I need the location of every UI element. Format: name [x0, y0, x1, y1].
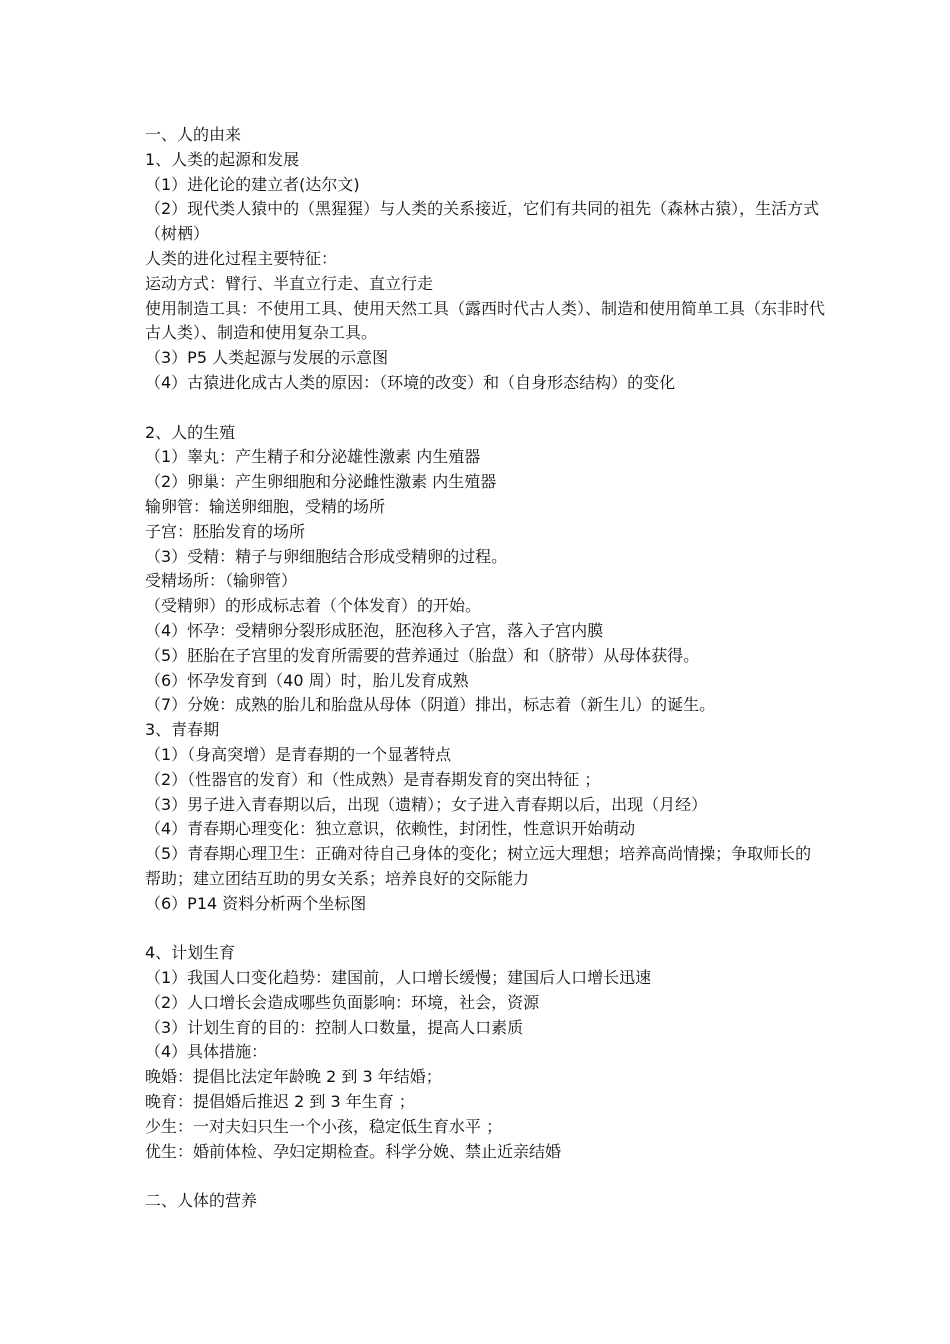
text-line: 优生：婚前体检、孕妇定期检查。科学分娩、禁止近亲结婚: [145, 1141, 562, 1161]
text-line: 晚育：提倡婚后推迟 2 到 3 年生育 ；: [145, 1092, 415, 1112]
text-line: （3）计划生育的目的：控制人口数量，提高人口素质: [145, 1017, 524, 1037]
subsection-heading: 4、计划生育: [145, 943, 236, 963]
text-line: （1）睾丸：产生精子和分泌雄性激素 内生殖器: [145, 447, 481, 467]
text-line: 受精场所：（输卵管）: [145, 571, 298, 591]
section-heading: 一、人的由来: [145, 125, 242, 144]
subsection-heading: 3、青春期: [145, 720, 220, 740]
blank-line: [145, 396, 825, 421]
text-line: （4）古猿进化成古人类的原因：（环境的改变）和（自身形态结构）的变化: [145, 372, 676, 392]
text-line: （2）卵巢：产生卵细胞和分泌雌性激素 内生殖器: [145, 472, 497, 492]
text-line: （受精卵）的形成标志着（个体发育）的开始。: [145, 596, 482, 616]
text-line: （1）进化论的建立者(达尔文): [145, 174, 360, 194]
text-line: （6）怀孕发育到（40 周）时，胎儿发育成熟: [145, 670, 469, 690]
text-line: （4）青春期心理变化：独立意识，依赖性，封闭性，性意识开始萌动: [145, 819, 636, 839]
text-line: （2）人口增长会造成哪些负面影响：环境，社会，资源: [145, 992, 540, 1012]
text-line: 运动方式：臂行、半直立行走、直立行走: [145, 273, 434, 293]
section-heading: 二、人体的营养: [145, 1191, 258, 1211]
subsection-heading: 2、人的生殖: [145, 422, 236, 442]
text-line: （1）我国人口变化趋势：建国前，人口增长缓慢；建国后人口增长迅速: [145, 968, 652, 988]
text-line: （3）P5 人类起源与发展的示意图: [145, 348, 389, 368]
text-line: （3）男子进入青春期以后，出现（遗精）；女子进入青春期以后，出现（月经）: [145, 794, 708, 814]
text-line: （4）怀孕：受精卵分裂形成胚泡，胚泡移入子宫，落入子宫内膜: [145, 620, 604, 640]
subsection-heading: 1、人类的起源和发展: [145, 149, 300, 169]
text-line: （5）青春期心理卫生：正确对待自己身体的变化；树立远大理想；培养高尚情操；争取师长的帮助；建立团结互助的男女关系；培养良好的交际能力: [145, 844, 812, 888]
text-line: （7）分娩：成熟的胎儿和胎盘从母体（阴道）排出，标志着（新生儿）的诞生。: [145, 695, 716, 715]
text-line: （3）受精：精子与卵细胞结合形成受精卵的过程。: [145, 546, 508, 566]
document-body: [145, 123, 825, 1214]
text-line: 子宫：胚胎发育的场所: [145, 521, 306, 541]
text-line: （6）P14 资料分析两个坐标图: [145, 893, 367, 913]
text-line: （2）现代类人猿中的（黑猩猩）与人类的关系接近，它们有共同的祖先（森林古猿），生活方式（树栖）: [145, 199, 820, 244]
text-line: 输卵管：输送卵细胞，受精的场所: [145, 496, 386, 516]
text-line: （2）（性器官的发育）和（性成熟）是青春期发育的突出特征 ；: [145, 769, 601, 789]
text-line: （4）具体措施：: [145, 1042, 268, 1062]
text-line: 晚婚：提倡比法定年龄晚 2 到 3 年结婚；: [145, 1067, 442, 1087]
text-line: 使用制造工具：不使用工具、使用天然工具（露西时代古人类）、制造和使用简单工具（东非时代古人类）、制造和使用复杂工具。: [145, 298, 826, 343]
blank-line: [145, 1164, 825, 1189]
text-line: （5）胚胎在子宫里的发育所需要的营养通过（胎盘）和（脐带）从母体获得。: [145, 645, 700, 665]
blank-line: [145, 917, 825, 942]
text-line: 人类的进化过程主要特征：: [145, 248, 338, 268]
text-line: 少生：一对夫妇只生一个小孩，稳定低生育水平 ；: [145, 1116, 503, 1136]
text-line: （1）（身高突增）是青春期的一个显著特点: [145, 744, 452, 764]
